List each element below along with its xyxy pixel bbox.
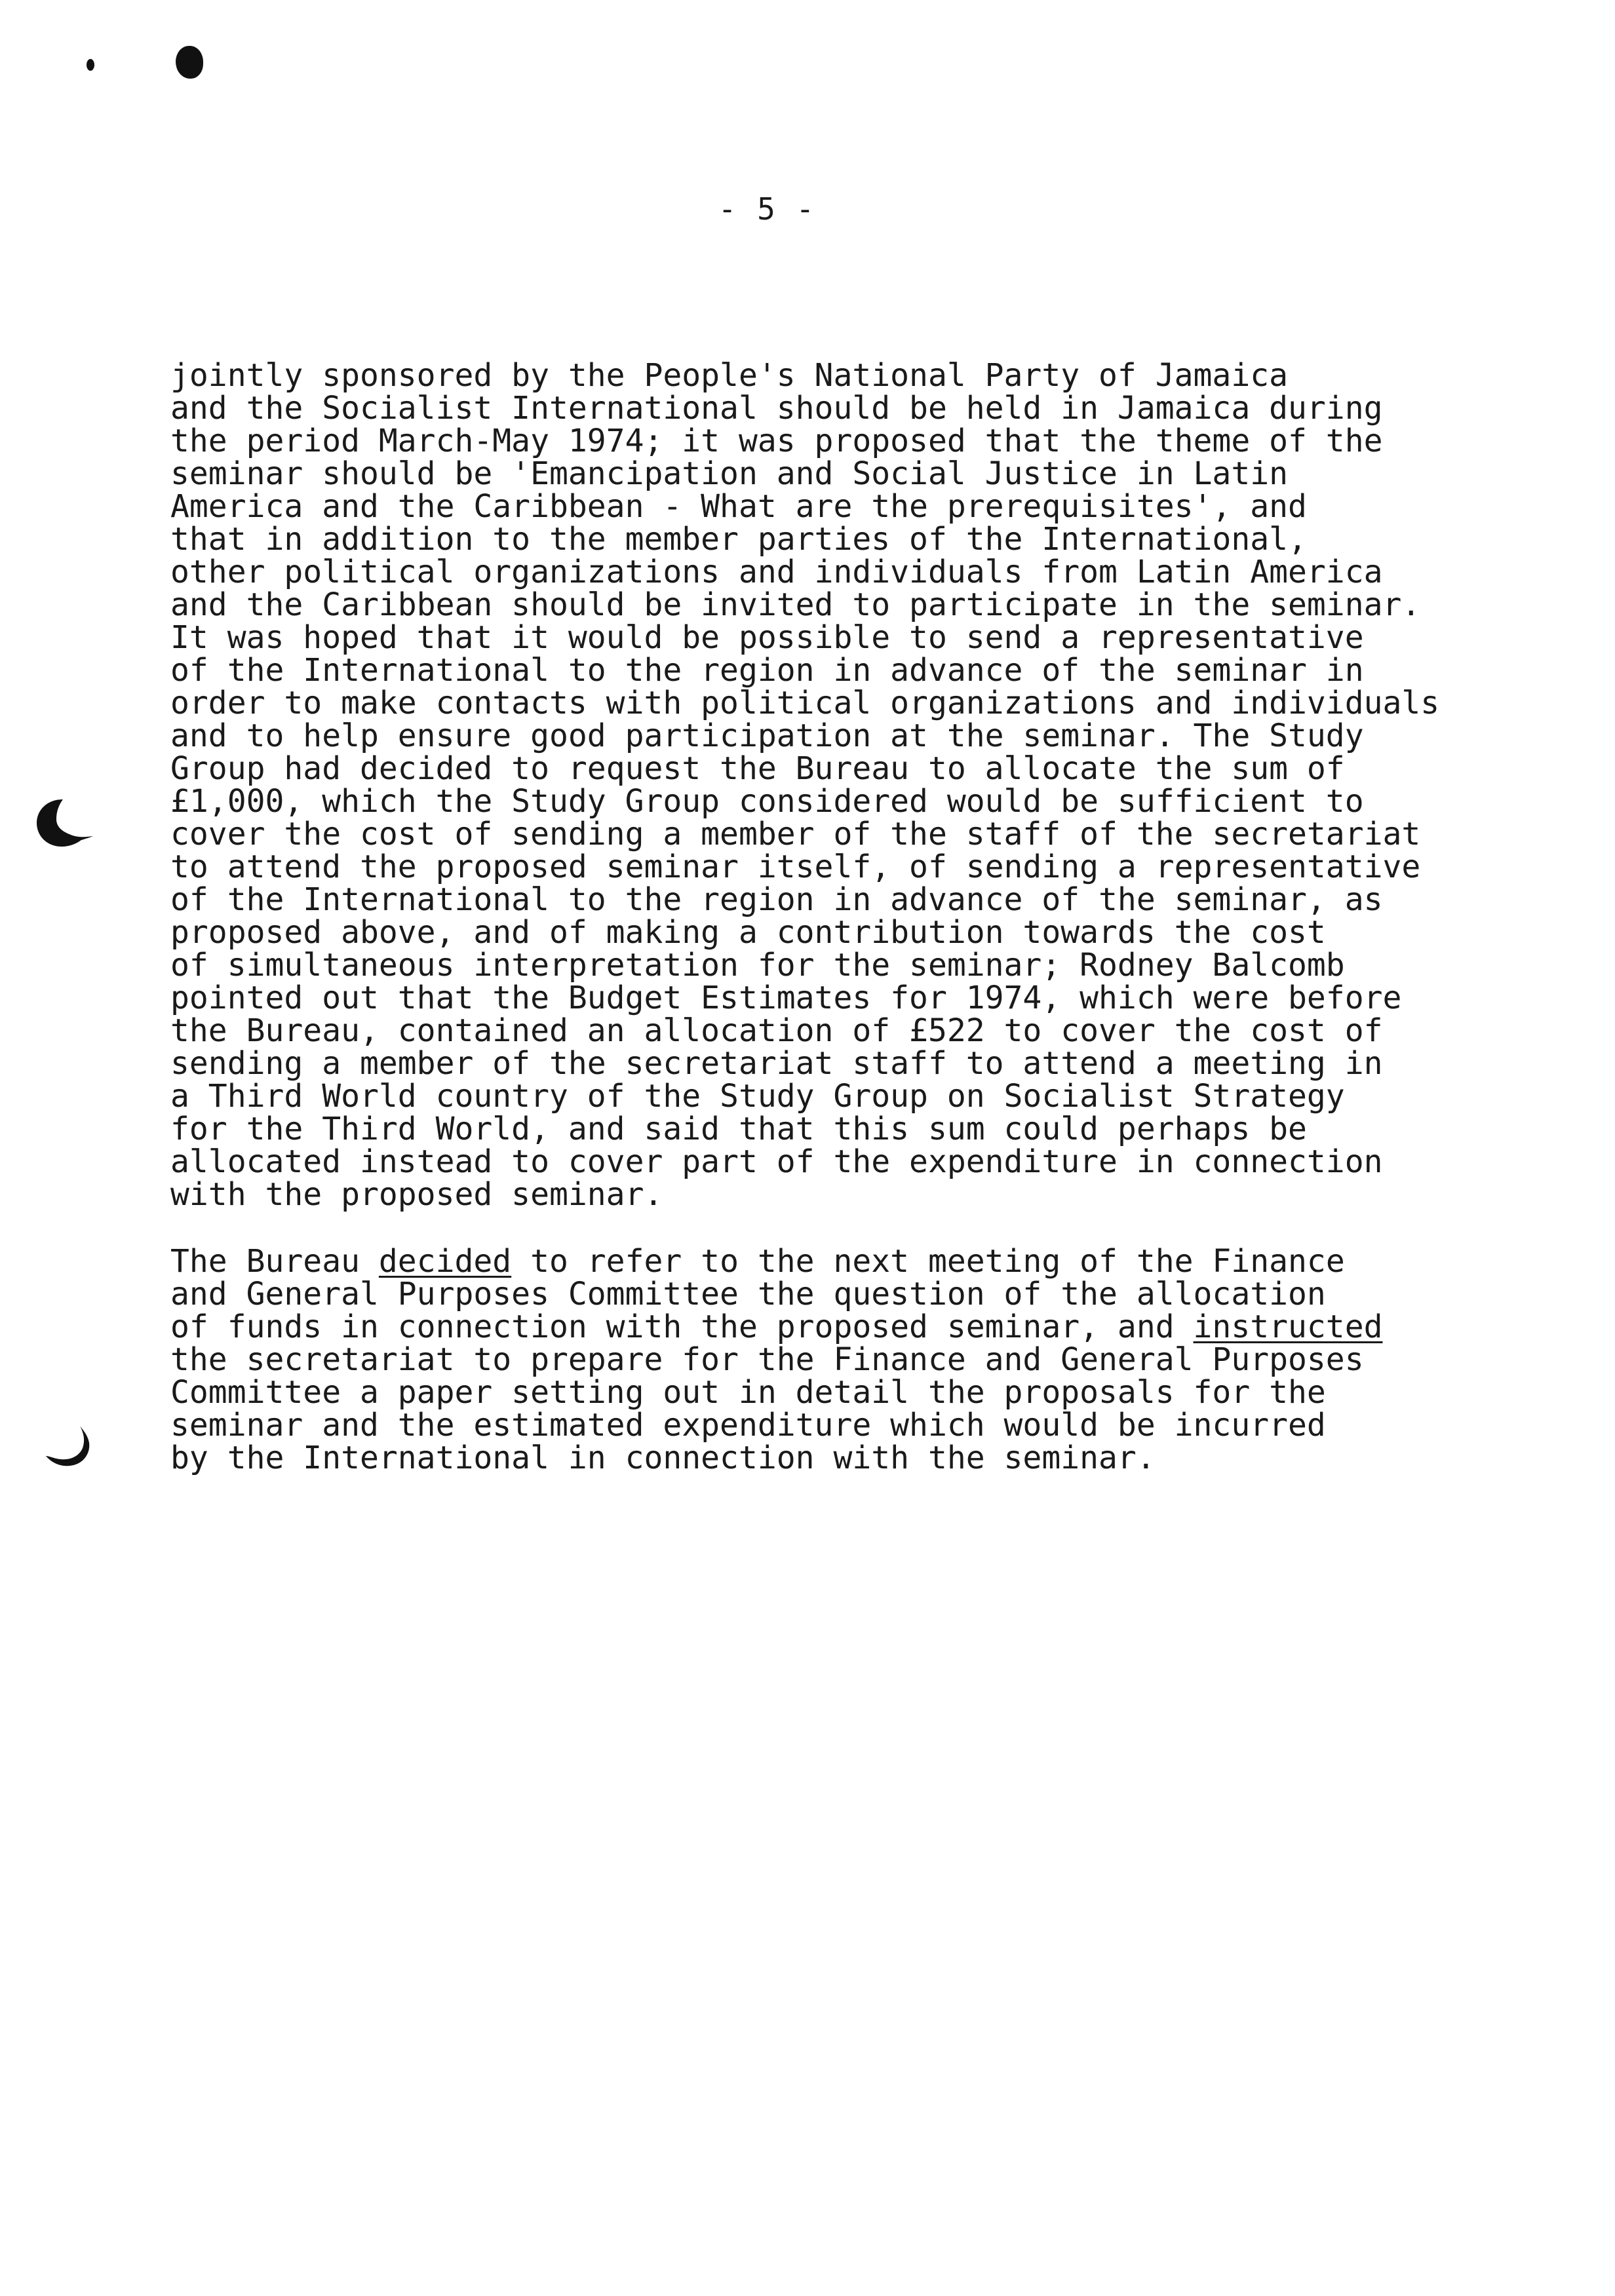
paragraph-2-line: seminar and the estimated expenditure which would be incurred: [170, 1407, 1326, 1444]
paragraph-2-line: and General Purposes Committee the question of the allocation: [170, 1276, 1326, 1312]
paragraph-2-line: the secretariat to prepare for the Finance and General Purposes: [170, 1341, 1364, 1378]
paragraph-1-line: It was hoped that it would be possible to send a representative: [170, 619, 1364, 656]
paragraph-1-line: of the International to the region in advance of the seminar in: [170, 652, 1364, 689]
paragraph-1-line: and the Caribbean should be invited to participate in the seminar.: [170, 586, 1421, 623]
paragraph-1-line: proposed above, and of making a contribution towards the cost: [170, 914, 1326, 951]
paragraph-1-line: a Third World country of the Study Group on Socialist Strategy: [170, 1078, 1345, 1115]
paragraph-1-line: sending a member of the secretariat staff to attend a meeting in: [170, 1045, 1383, 1082]
paragraph-2-text: of funds in connection with the proposed seminar, and: [170, 1309, 1194, 1345]
paragraph-1-line: pointed out that the Budget Estimates for 1974, which were before: [170, 980, 1402, 1016]
paragraph-1-line: Group had decided to request the Bureau to allocate the sum of: [170, 750, 1345, 787]
paragraph-1-line: other political organizations and individuals from Latin America: [170, 554, 1383, 590]
paragraph-1-line: with the proposed seminar.: [170, 1176, 663, 1213]
paragraph-1-line: America and the Caribbean - What are the prerequisites', and: [170, 488, 1307, 525]
paragraph-1-line: jointly sponsored by the People's National Party of Jamaica: [170, 357, 1289, 394]
paragraph-1-line: and the Socialist International should be held in Jamaica during: [170, 390, 1383, 427]
ink-blot-mark: [176, 46, 203, 79]
paragraph-2-line: by the International in connection with the seminar.: [170, 1440, 1156, 1476]
paragraph-1-line: allocated instead to cover part of the expenditure in connection: [170, 1143, 1383, 1180]
paragraph-1-line: seminar should be 'Emancipation and Social Justice in Latin: [170, 455, 1289, 492]
paragraph-1-line: £1,000, which the Study Group considered would be sufficient to: [170, 783, 1364, 820]
paragraph-1-line: order to make contacts with political organizations and individuals: [170, 685, 1440, 721]
page-number: - 5 -: [718, 191, 816, 227]
paragraph-2-text: The Bureau: [170, 1243, 379, 1280]
underlined-instructed: instructed: [1193, 1309, 1383, 1345]
paragraph-2-line: [170, 1245, 1345, 1279]
paragraph-1-line: the period March-May 1974; it was proposed that the theme of the: [170, 423, 1383, 459]
paragraph-1-line: and to help ensure good participation at the seminar. The Study: [170, 718, 1364, 754]
paragraph-2-text: to refer to the next meeting of the Finance: [511, 1243, 1345, 1280]
underlined-decided: decided: [378, 1243, 512, 1280]
paragraph-2-line: [170, 1311, 1383, 1345]
paragraph-1-line: the Bureau, contained an allocation of £522 to cover the cost of: [170, 1012, 1383, 1049]
punch-hole-mark-bottom: [43, 1421, 96, 1473]
paragraph-1-line: that in addition to the member parties of the International,: [170, 521, 1307, 558]
paragraph-1-line: cover the cost of sending a member of the staff of the secretariat: [170, 816, 1421, 852]
paragraph-1-line: to attend the proposed seminar itself, of sending a representative: [170, 849, 1421, 885]
ink-dot-mark: [87, 59, 94, 71]
punch-hole-mark-top: [31, 797, 94, 849]
paragraph-1-line: of simultaneous interpretation for the seminar; Rodney Balcomb: [170, 947, 1345, 984]
paragraph-1-line: of the International to the region in advance of the seminar, as: [170, 881, 1383, 918]
paragraph-1-line: for the Third World, and said that this sum could perhaps be: [170, 1111, 1307, 1147]
paragraph-2-line: Committee a paper setting out in detail the proposals for the: [170, 1374, 1326, 1411]
